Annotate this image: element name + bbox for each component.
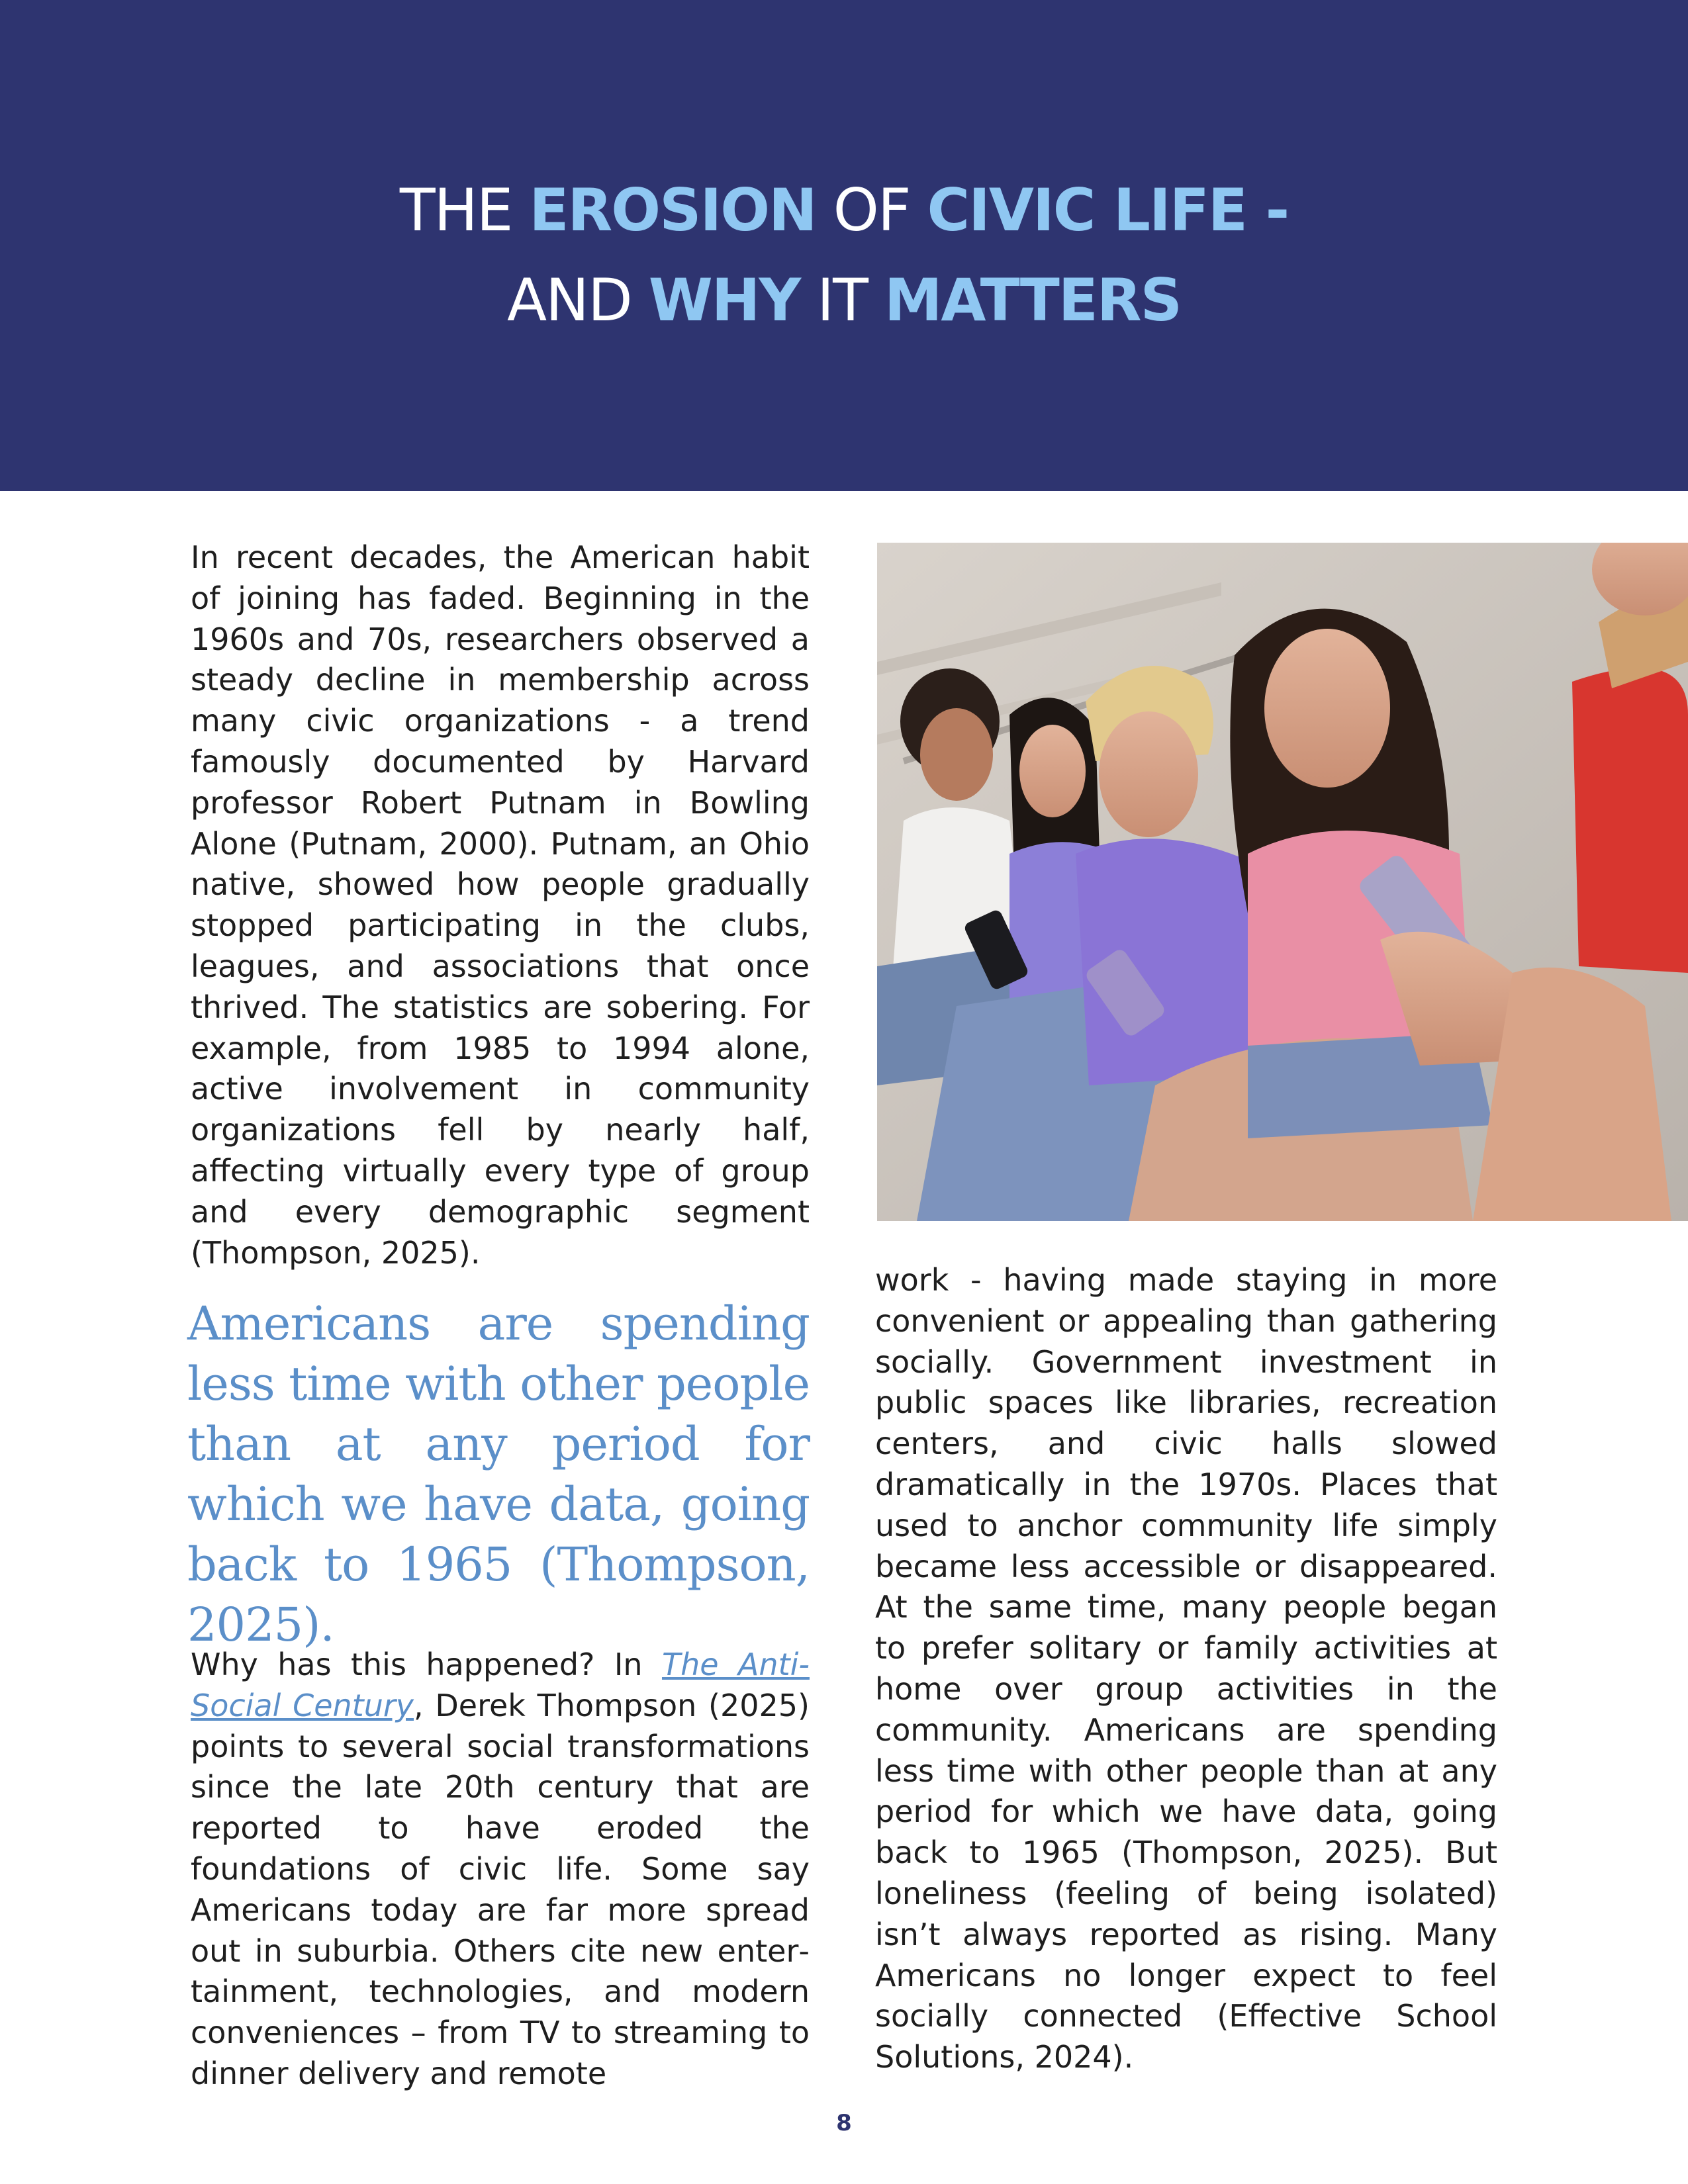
title-highlight: WHY xyxy=(648,266,800,334)
page-number: 8 xyxy=(836,2110,852,2136)
paragraph-lead: Why has this happened? In xyxy=(191,1647,662,1682)
right-column xyxy=(875,1260,1497,2078)
title-line-1 xyxy=(0,165,1688,255)
left-column-top xyxy=(191,537,810,1273)
pull-quote: Americans are spending less time with other people than at any period for which we have data, going back to 1965 (Thompson, 2025). xyxy=(187,1297,810,1652)
body-paragraph: In recent decades, the American habit of joining has faded. Beginning in the 1960s and 70s, researchers observed a steady decline in membership across many civic organizations - a trend famously documented by Harvard professor Robert Putnam in Bowling Alone (Putnam, 2000). Putnam, an Ohio native, showed how people gradually stopped participating in the clubs, leagues, and associations that once thrived. The statistics are sobering. For example, from 1985 to 1994 alone, active involvement in community organizations fell by nearly half, affecting virtually every type of group and every demographic segment (Thompson, 2025). xyxy=(191,539,810,1271)
title-word: AND xyxy=(506,266,632,334)
title-highlight: CIVIC LIFE - xyxy=(927,176,1289,244)
book-title-link[interactable]: The Anti-Social Century xyxy=(191,1647,810,1723)
left-column-bottom xyxy=(191,1645,810,2095)
page-title xyxy=(0,165,1688,345)
title-word: OF xyxy=(833,176,910,244)
title-word: IT xyxy=(817,266,867,334)
paragraph-text: , Derek Thompson (2025) points to several social transformations since the late 20th century that are reported to have eroded the foundations of civic life. Some say Americans today are far more spread out in suburbia. Others cite new entertainment, technologies, and modern conveniences – from TV to streaming to dinner delivery and remote xyxy=(191,1687,810,2091)
title-line-2 xyxy=(0,255,1688,345)
title-highlight: EROSION xyxy=(529,176,816,244)
teens-on-phones-photo xyxy=(877,543,1688,1221)
title-highlight: MATTERS xyxy=(884,266,1182,334)
body-paragraph: work - having made staying in more convenient or appealing than gathering socially. Government investment in public spaces like libraries, recreation centers, and civic halls slowed dramatically in the 1970s. Places that used to anchor community life simply became less accessible or disappeared. At the same time, many people began to prefer solitary or family activities at home over group activities in the community. Americans are spending less time with other people than at any period for which we have data, going back to 1965 (Thompson, 2025). But loneliness (feeling of being isolated) isn’t always reported as rising. Many Americans no longer expect to feel socially connected (Effective School Solutions, 2024). xyxy=(875,1262,1497,2075)
body-paragraph xyxy=(191,1645,810,2095)
header-banner xyxy=(0,0,1688,491)
title-word: THE xyxy=(399,176,512,244)
